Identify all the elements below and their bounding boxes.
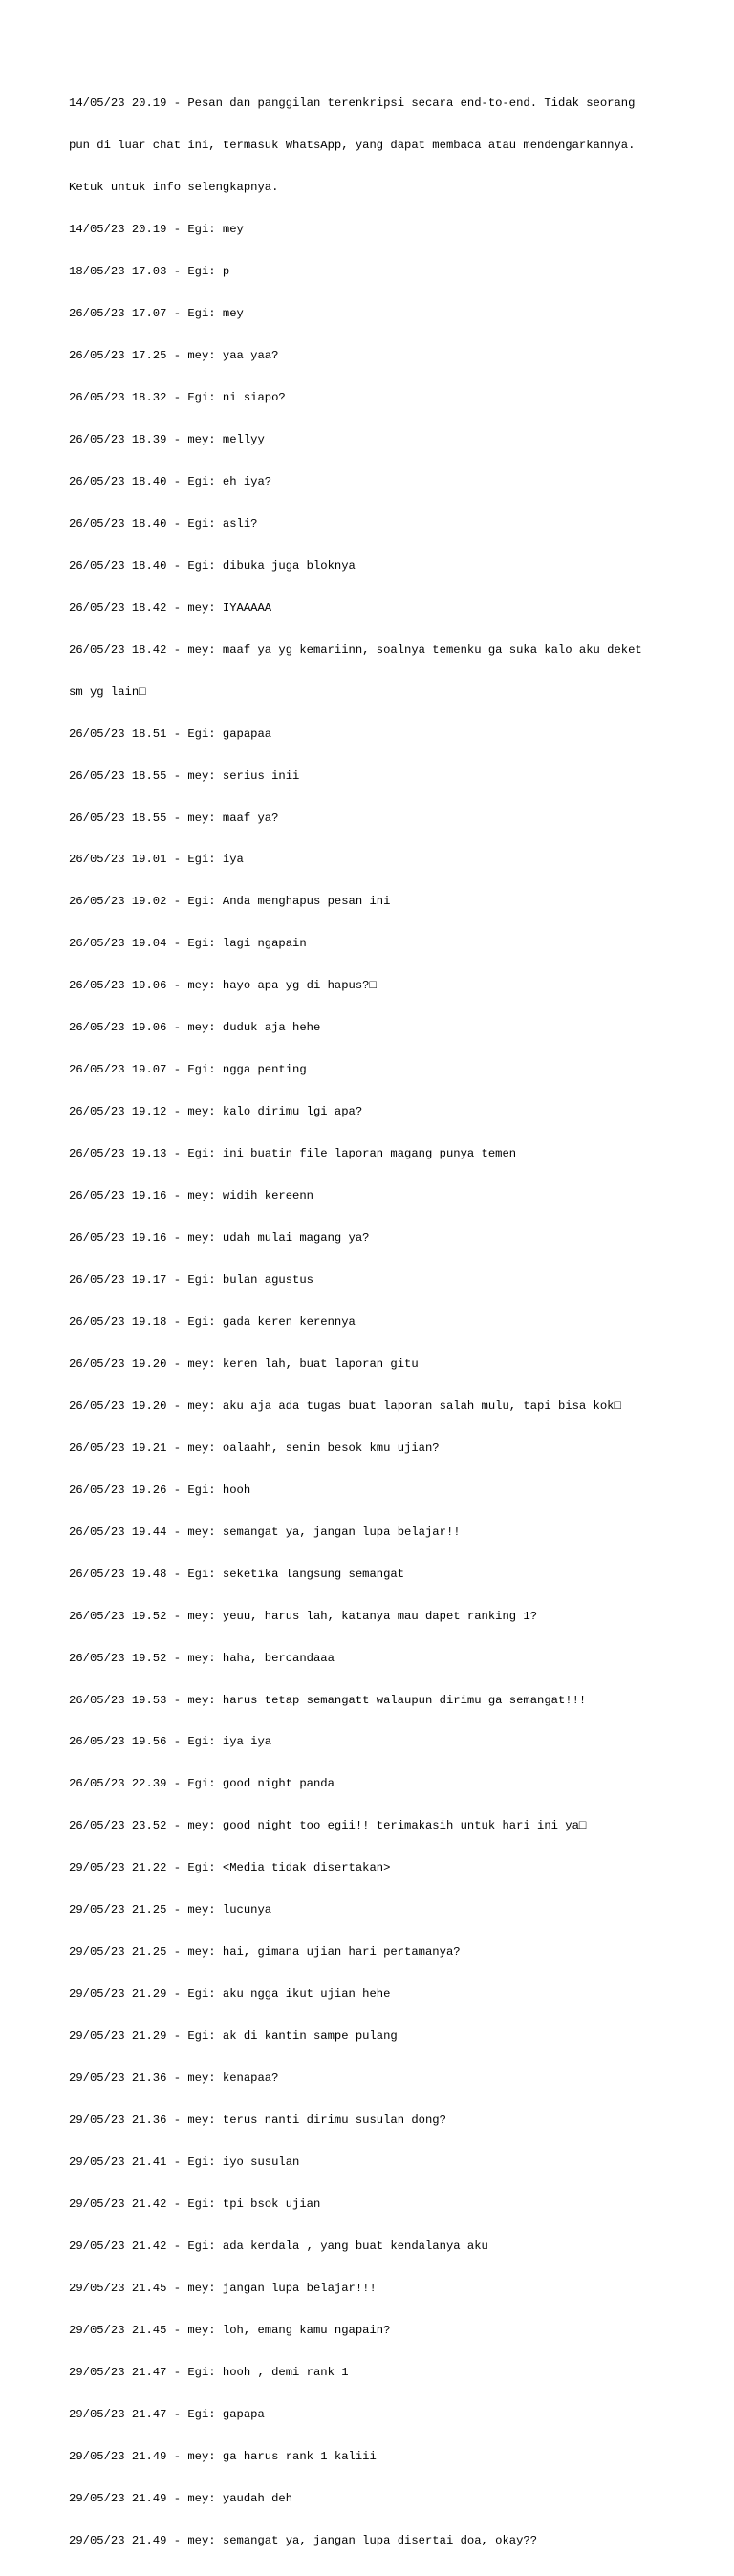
log-line: 26/05/23 18.32 - Egi: ni siapo?	[69, 390, 286, 404]
log-line: 29/05/23 21.29 - Egi: ak di kantin sampe pulang	[69, 2029, 398, 2044]
log-line: 29/05/23 21.36 - mey: kenapaa?	[69, 2071, 279, 2086]
log-line: 29/05/23 21.25 - mey: lucunya	[69, 1903, 272, 1917]
log-line: 26/05/23 18.42 - mey: IYAAAAA	[69, 600, 272, 615]
log-line: 26/05/23 19.02 - Egi: Anda menghapus pesan ini	[69, 895, 391, 909]
log-line: 26/05/23 19.12 - mey: kalo dirimu lgi apa?	[69, 1105, 363, 1119]
log-line: 14/05/23 20.19 - Pesan dan panggilan terenkripsi secara end-to-end. Tidak seorang	[69, 97, 636, 111]
log-line: 26/05/23 19.21 - mey: oalaahh, senin besok kmu ujian?	[69, 1440, 440, 1455]
log-line: 26/05/23 17.07 - Egi: mey	[69, 307, 244, 321]
log-line: 29/05/23 21.42 - Egi: tpi bsok ujian	[69, 2197, 321, 2211]
log-line: 26/05/23 23.52 - mey: good night too egii!! terimakasih untuk hari ini ya□	[69, 1819, 587, 1833]
log-line: 26/05/23 19.13 - Egi: ini buatin file laporan magang punya temen	[69, 1147, 517, 1161]
log-line: 29/05/23 21.29 - Egi: aku ngga ikut ujian hehe	[69, 1987, 391, 2002]
log-line: 26/05/23 19.52 - mey: haha, bercandaaa	[69, 1651, 335, 1665]
log-line: 26/05/23 19.20 - mey: aku aja ada tugas buat laporan salah mulu, tapi bisa kok□	[69, 1398, 621, 1413]
log-line: 26/05/23 18.55 - mey: serius inii	[69, 768, 300, 783]
log-line: 26/05/23 19.20 - mey: keren lah, buat laporan gitu	[69, 1356, 419, 1371]
log-line: 26/05/23 18.40 - Egi: dibuka juga bloknya	[69, 558, 356, 573]
log-line: 26/05/23 19.16 - mey: widih kereenn	[69, 1189, 313, 1203]
log-line: Ketuk untuk info selengkapnya.	[69, 181, 279, 195]
log-line: 29/05/23 21.49 - mey: ga harus rank 1 kaliii	[69, 2449, 377, 2463]
log-line: 29/05/23 21.49 - mey: semangat ya, jangan lupa disertai doa, okay??	[69, 2533, 538, 2547]
log-line: 29/05/23 21.22 - Egi: <Media tidak disertakan>	[69, 1861, 391, 1875]
log-line: 26/05/23 19.06 - mey: hayo apa yg di hapus?□	[69, 979, 377, 993]
log-line: 26/05/23 19.53 - mey: harus tetap semangatt walaupun dirimu ga semangat!!!	[69, 1693, 587, 1707]
log-line: 26/05/23 19.18 - Egi: gada keren kerennya	[69, 1314, 356, 1329]
log-line: 14/05/23 20.19 - Egi: mey	[69, 223, 244, 237]
log-line: 26/05/23 19.17 - Egi: bulan agustus	[69, 1273, 313, 1287]
log-line: 26/05/23 18.51 - Egi: gapapaa	[69, 726, 272, 741]
log-line: 26/05/23 18.42 - mey: maaf ya yg kemariinn, soalnya temenku ga suka kalo aku deket	[69, 642, 642, 657]
log-line: 26/05/23 19.04 - Egi: lagi ngapain	[69, 937, 307, 951]
log-line: 26/05/23 22.39 - Egi: good night panda	[69, 1777, 335, 1791]
log-line: 26/05/23 19.26 - Egi: hooh	[69, 1483, 251, 1497]
log-line: 26/05/23 19.01 - Egi: iya	[69, 853, 244, 867]
log-line: 29/05/23 21.49 - mey: yaudah deh	[69, 2491, 293, 2505]
log-line: 26/05/23 18.40 - Egi: asli?	[69, 516, 258, 530]
log-line: 29/05/23 21.36 - mey: terus nanti dirimu susulan dong?	[69, 2113, 446, 2128]
log-line: 26/05/23 17.25 - mey: yaa yaa?	[69, 349, 279, 363]
log-line: 26/05/23 19.07 - Egi: ngga penting	[69, 1063, 307, 1077]
log-line: 18/05/23 17.03 - Egi: p	[69, 265, 230, 279]
chat-log-text	[69, 69, 671, 2576]
log-line: sm yg lain□	[69, 684, 146, 699]
log-line: 29/05/23 21.47 - Egi: hooh , demi rank 1	[69, 2365, 349, 2379]
log-line: 26/05/23 19.06 - mey: duduk aja hehe	[69, 1021, 321, 1035]
log-line: 26/05/23 19.44 - mey: semangat ya, jangan lupa belajar!!	[69, 1525, 461, 1539]
log-line: 26/05/23 18.55 - mey: maaf ya?	[69, 811, 279, 825]
log-line: 26/05/23 18.40 - Egi: eh iya?	[69, 474, 272, 488]
log-line: 26/05/23 19.52 - mey: yeuu, harus lah, katanya mau dapet ranking 1?	[69, 1609, 538, 1623]
log-line: 26/05/23 19.48 - Egi: seketika langsung semangat	[69, 1567, 405, 1581]
log-line: 29/05/23 21.47 - Egi: gapapa	[69, 2407, 265, 2421]
log-line: 29/05/23 21.42 - Egi: ada kendala , yang buat kendalanya aku	[69, 2239, 488, 2253]
log-line: 29/05/23 21.41 - Egi: iyo susulan	[69, 2155, 300, 2170]
log-line: 26/05/23 19.56 - Egi: iya iya	[69, 1735, 272, 1749]
log-line: 26/05/23 19.16 - mey: udah mulai magang ya?	[69, 1231, 370, 1245]
log-line: 29/05/23 21.45 - mey: loh, emang kamu ngapain?	[69, 2323, 391, 2337]
log-line: 26/05/23 18.39 - mey: mellyy	[69, 432, 265, 446]
log-line: 29/05/23 21.25 - mey: hai, gimana ujian hari pertamanya?	[69, 1945, 461, 1959]
log-line: 29/05/23 21.45 - mey: jangan lupa belajar!!!	[69, 2281, 377, 2295]
log-line: pun di luar chat ini, termasuk WhatsApp, yang dapat membaca atau mendengarkannya.	[69, 139, 636, 153]
